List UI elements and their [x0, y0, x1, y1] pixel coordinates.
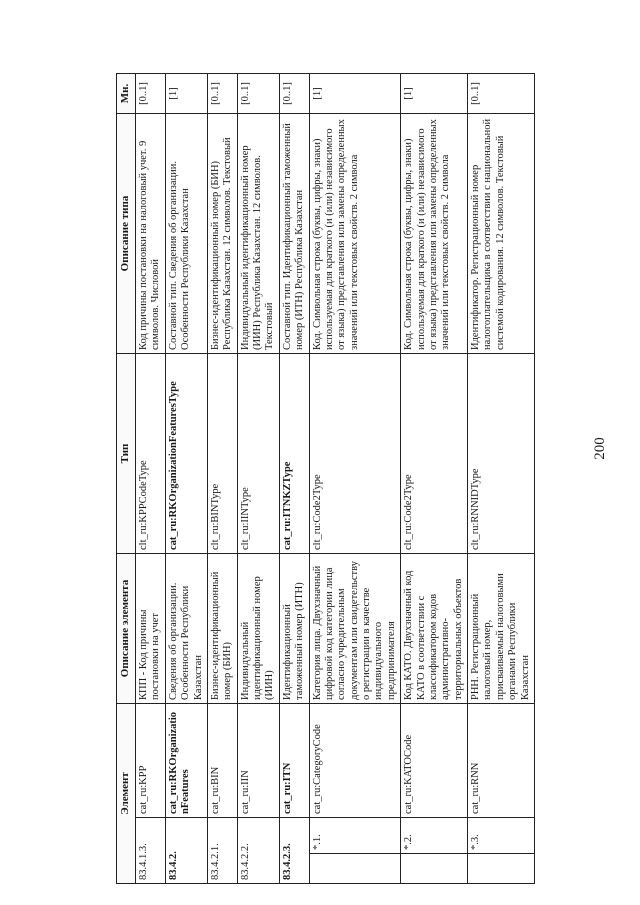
row-number: 83.4.2.: [165, 818, 207, 884]
row-number: 83.4.2.1.: [207, 818, 237, 884]
row-type: clt_ru:RNNIDType: [468, 354, 535, 554]
row-element-name: cat_ru:KATOCode: [401, 704, 468, 818]
row-indent-cell: [401, 854, 468, 884]
row-mn: [1]: [401, 74, 468, 114]
row-element-desc: Сведения об организации. Особенности Республики Казахстан: [165, 554, 207, 704]
row-mn: [1]: [165, 74, 207, 114]
row-type: clt_ru:Code2Type: [401, 354, 468, 554]
header-mn: Мн.: [117, 74, 136, 114]
row-element-name: cat_ru:RNN: [468, 704, 535, 818]
row-type: clt_ru:Code2Type: [309, 354, 401, 554]
row-element-name: cat_ru:RKOrganizationFeatures: [165, 704, 207, 818]
row-mn: [1]: [309, 74, 401, 114]
row-type-desc: Составной тип. Сведения об организации. Особенности Республики Казахстан: [165, 114, 207, 354]
row-number: *.2.: [401, 818, 468, 854]
header-element: Элемент: [117, 704, 136, 884]
row-element-desc: РНН. Регистрационный налоговый номер, присваиваемый налоговыми органами Республики Казахстан: [468, 554, 535, 704]
row-type: clt_ru:KPPCodeType: [136, 354, 166, 554]
rotated-table-container: [116, 74, 629, 884]
row-number: 83.4.2.3.: [279, 818, 309, 884]
row-type-desc: Код. Символьная строка (буквы, цифры, знаки) используемая для краткого (и (или) независимого от языка) представления или замены определенных значений или текстовых свойств. 2 символа: [309, 114, 401, 354]
row-mn: [0..1]: [468, 74, 535, 114]
row-element-desc: КПП - Код причины постановки на учет: [136, 554, 166, 704]
table-row: [207, 74, 237, 884]
table-row: [279, 74, 309, 884]
table-row: [165, 74, 207, 884]
row-number: *.1.: [309, 818, 401, 854]
row-mn: [0..1]: [279, 74, 309, 114]
row-element-name: cat_ru:KPP: [136, 704, 166, 818]
row-mn: [0..1]: [237, 74, 279, 114]
page-number: 200: [591, 437, 608, 460]
row-element-name: cat_ru:BIN: [207, 704, 237, 818]
row-type-desc: Составной тип. Идентификационный таможенный номер (ИТН) Республика Казахстан: [279, 114, 309, 354]
row-type-desc: Код причины постановки на налоговый учет. 9 символов. Числовой: [136, 114, 166, 354]
row-type: clt_ru:IINType: [237, 354, 279, 554]
row-type-desc: Идентификатор. Регистрационный номер налогоплательщика в соответствии с национальной системой кодирования. 12 символов. Текстовый: [468, 114, 535, 354]
row-element-desc: Бизнес-идентификационный номер (БИН): [207, 554, 237, 704]
header-type-desc: Описание типа: [117, 114, 136, 354]
row-number: *.3.: [468, 818, 535, 854]
table-row: [136, 74, 166, 884]
row-element-desc: Идентификационный таможенный номер (ИТН): [279, 554, 309, 704]
table-sub-row: [309, 74, 401, 884]
table-sub-row: [468, 74, 535, 884]
row-element-name: cat_ru:CategoryCode: [309, 704, 401, 818]
row-type-desc: Код. Символьная строка (буквы, цифры, знаки) используемая для краткого (и (или) независимого от языка) представления или замены определенных значений или текстовых свойств. 2 символа: [401, 114, 468, 354]
row-element-desc: Код КАТО. Двухзначный код КАТО в соответствии с классификатором кодов административно-территориальных объектов: [401, 554, 468, 704]
header-element-desc: Описание элемента: [117, 554, 136, 704]
row-element-name: cat_ru:ITN: [279, 704, 309, 818]
row-element-desc: Индивидуальный идентификационный номер (ИИН): [237, 554, 279, 704]
row-mn: [0..1]: [136, 74, 166, 114]
row-element-desc: Категория лица. Двухзначный цифровой код категории лица согласно учредительным документам или свидетельству о регистрации в качестве индивидуального предпринимателя: [309, 554, 401, 704]
row-indent-cell: [468, 854, 535, 884]
row-type-desc: Бизнес-идентификационный номер (БИН) Республика Казахстан. 12 символов. Текстовый: [207, 114, 237, 354]
table-header-row: [117, 74, 136, 884]
specification-table: [116, 73, 535, 884]
header-type: Тип: [117, 354, 136, 554]
row-number: 83.4.1.3.: [136, 818, 166, 884]
row-number: 83.4.2.2.: [237, 818, 279, 884]
row-element-name: cat_ru:IIN: [237, 704, 279, 818]
table-sub-row: [401, 74, 468, 884]
row-type: cat_ru:ITNKZType: [279, 354, 309, 554]
row-type: clt_ru:BINType: [207, 354, 237, 554]
table-row: [237, 74, 279, 884]
row-indent-cell: [309, 854, 401, 884]
row-mn: [0..1]: [207, 74, 237, 114]
row-type-desc: Индивидуальный идентификационный номер (ИИН) Республика Казахстан. 12 символов. Текстовый: [237, 114, 279, 354]
row-type: cat_ru:RKOrganizationFeaturesType: [165, 354, 207, 554]
